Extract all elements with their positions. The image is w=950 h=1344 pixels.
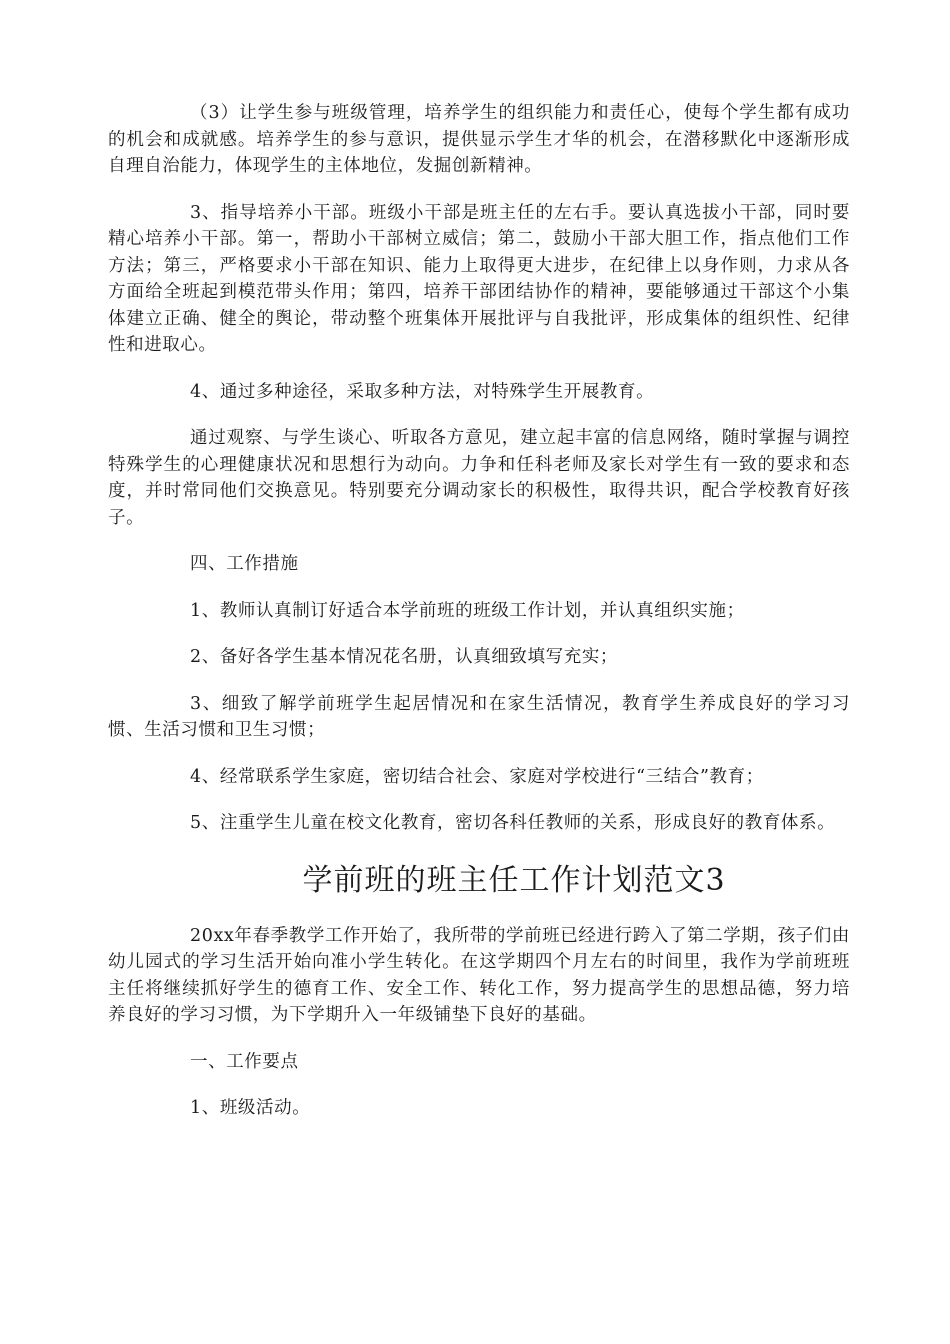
list-item: 1、教师认真制订好适合本学前班的班级工作计划，并认真组织实施； (190, 600, 745, 621)
paragraph: （3）让学生参与班级管理，培养学生的组织能力和责任心，使每个学生都有成功的机会和成就感。培养学生的参与意识，提供显示学生才华的机会，在潜移默化中逐渐形成自理自治能力，体现学生的主体地位，发掘创新精神。 (108, 103, 850, 176)
list-item: 1、班级活动。 (190, 1098, 311, 1118)
list-item: 2、备好各学生基本情况花名册，认真细致填写充实； (190, 647, 619, 667)
paragraph: 3、指导培养小干部。班级小干部是班主任的左右手。要认真选拔小干部，同时要精心培养小干部。第一，帮助小干部树立威信；第二，鼓励小干部大胆工作，指点他们工作方法；第三，严格要求小干部在知识、能力上取得更大进步，在纪律上以身作则，力求从各方面给全班起到模范带头作用；第四，培养干部团结协作的精神，要能够通过干部这个小集体建立正确、健全的舆论，带动整个班集体开展批评与自我批评，形成集体的组织性、纪律性和进取心。 (108, 202, 850, 355)
list-item: 3、细致了解学前班学生起居情况和在家生活情况，教育学生养成良好的学习习惯、生活习惯和卫生习惯； (108, 693, 850, 740)
document-page (108, 100, 850, 1122)
paragraph: 通过观察、与学生谈心、听取各方意见，建立起丰富的信息网络，随时掌握与调控特殊学生的心理健康状况和思想行为动向。力争和任科老师及家长对学生有一致的要求和态度，并时常同他们交换意见。特别要充分调动家长的积极性，取得共识，配合学校教育好孩子。 (108, 428, 850, 528)
paragraph: 4、通过多种途径，采取多种方法，对特殊学生开展教育。 (190, 381, 655, 402)
section-heading: 四、工作措施 (190, 554, 299, 574)
document-title: 学前班的班主任工作计划范文3 (302, 862, 726, 898)
list-item: 4、经常联系学生家庭，密切结合社会、家庭对学校进行“三结合”教育； (190, 766, 764, 787)
paragraph: 20xx年春季教学工作开始了，我所带的学前班已经进行跨入了第二学期，孩子们由幼儿园式的学习生活开始向准小学生转化。在这学期四个月左右的时间里，我作为学前班班主任将继续抓好学生的德育工作、安全工作、转化工作，努力提高学生的思想品德，努力培养良好的学习习惯，为下学期升入一年级铺垫下良好的基础。 (108, 925, 850, 1025)
list-item: 5、注重学生儿童在校文化教育，密切各科任教师的关系，形成良好的教育体系。 (190, 813, 836, 833)
section-heading: 一、工作要点 (190, 1051, 299, 1072)
